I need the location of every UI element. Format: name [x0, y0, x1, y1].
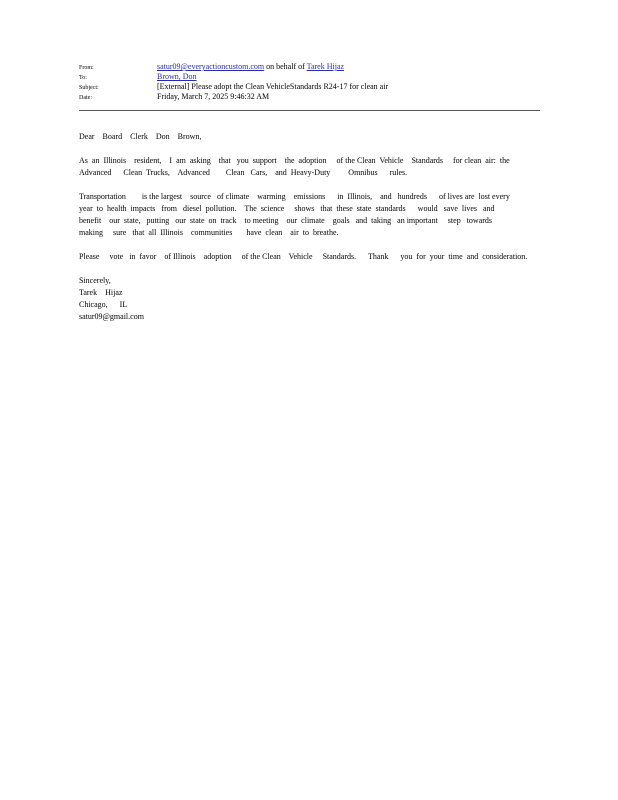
signature-location: Chicago, IL: [79, 300, 128, 309]
to-value-link[interactable]: Brown, Don: [157, 72, 197, 81]
to-row: [79, 72, 539, 82]
signature: [79, 275, 529, 323]
date-label: Date:: [79, 95, 92, 101]
from-email-link[interactable]: satur09@everyactioncustom.com: [157, 62, 265, 71]
date-row: [79, 92, 539, 102]
salutation: Dear Board Clerk Don Brown,: [79, 132, 202, 141]
header-divider: [79, 110, 540, 111]
signature-name: Tarek Hijaz: [79, 288, 123, 297]
from-label: From:: [79, 65, 94, 71]
subject-label: Subject:: [79, 85, 99, 91]
signature-email: satur09@gmail.com: [79, 312, 144, 321]
paragraph-3: Please vote in favor of Illinois adoption of the Clean Vehicle Standards. Thank you for your time and consideration.: [79, 252, 528, 261]
paragraph-1: As an Illinois resident, I am asking that you support the adoption of the Clean Vehicle Standards for clean air: the Advanced Clean Trucks, Advanced Clean Cars, and Heavy-Duty Omnibus rules.: [79, 156, 510, 177]
from-row: [79, 62, 539, 72]
email-header: [79, 62, 539, 102]
from-name-link[interactable]: Tarek Hijaz: [306, 62, 345, 71]
date-value: Friday, March 7, 2025 9:46:32 AM: [157, 92, 270, 101]
paragraph-2: Transportation is the largest source of climate warming emissions in Illinois, and hundreds of lives are lost every year to health impacts from diesel pollution. The science shows that these state standards would save lives and benefit our state, putting our state on track to meeting our climate goals and taking an important step towards making sure that all Illinois communities have clean air to breathe.: [79, 192, 510, 237]
signature-closing: Sincerely,: [79, 276, 111, 285]
subject-row: [79, 82, 539, 92]
to-label: To:: [79, 75, 87, 81]
from-value: [157, 62, 344, 71]
subject-value: [External] Please adopt the Clean VehicleStandards R24-17 for clean air: [157, 82, 389, 91]
on-behalf-text: on behalf of: [264, 62, 307, 71]
email-body: [79, 131, 529, 323]
